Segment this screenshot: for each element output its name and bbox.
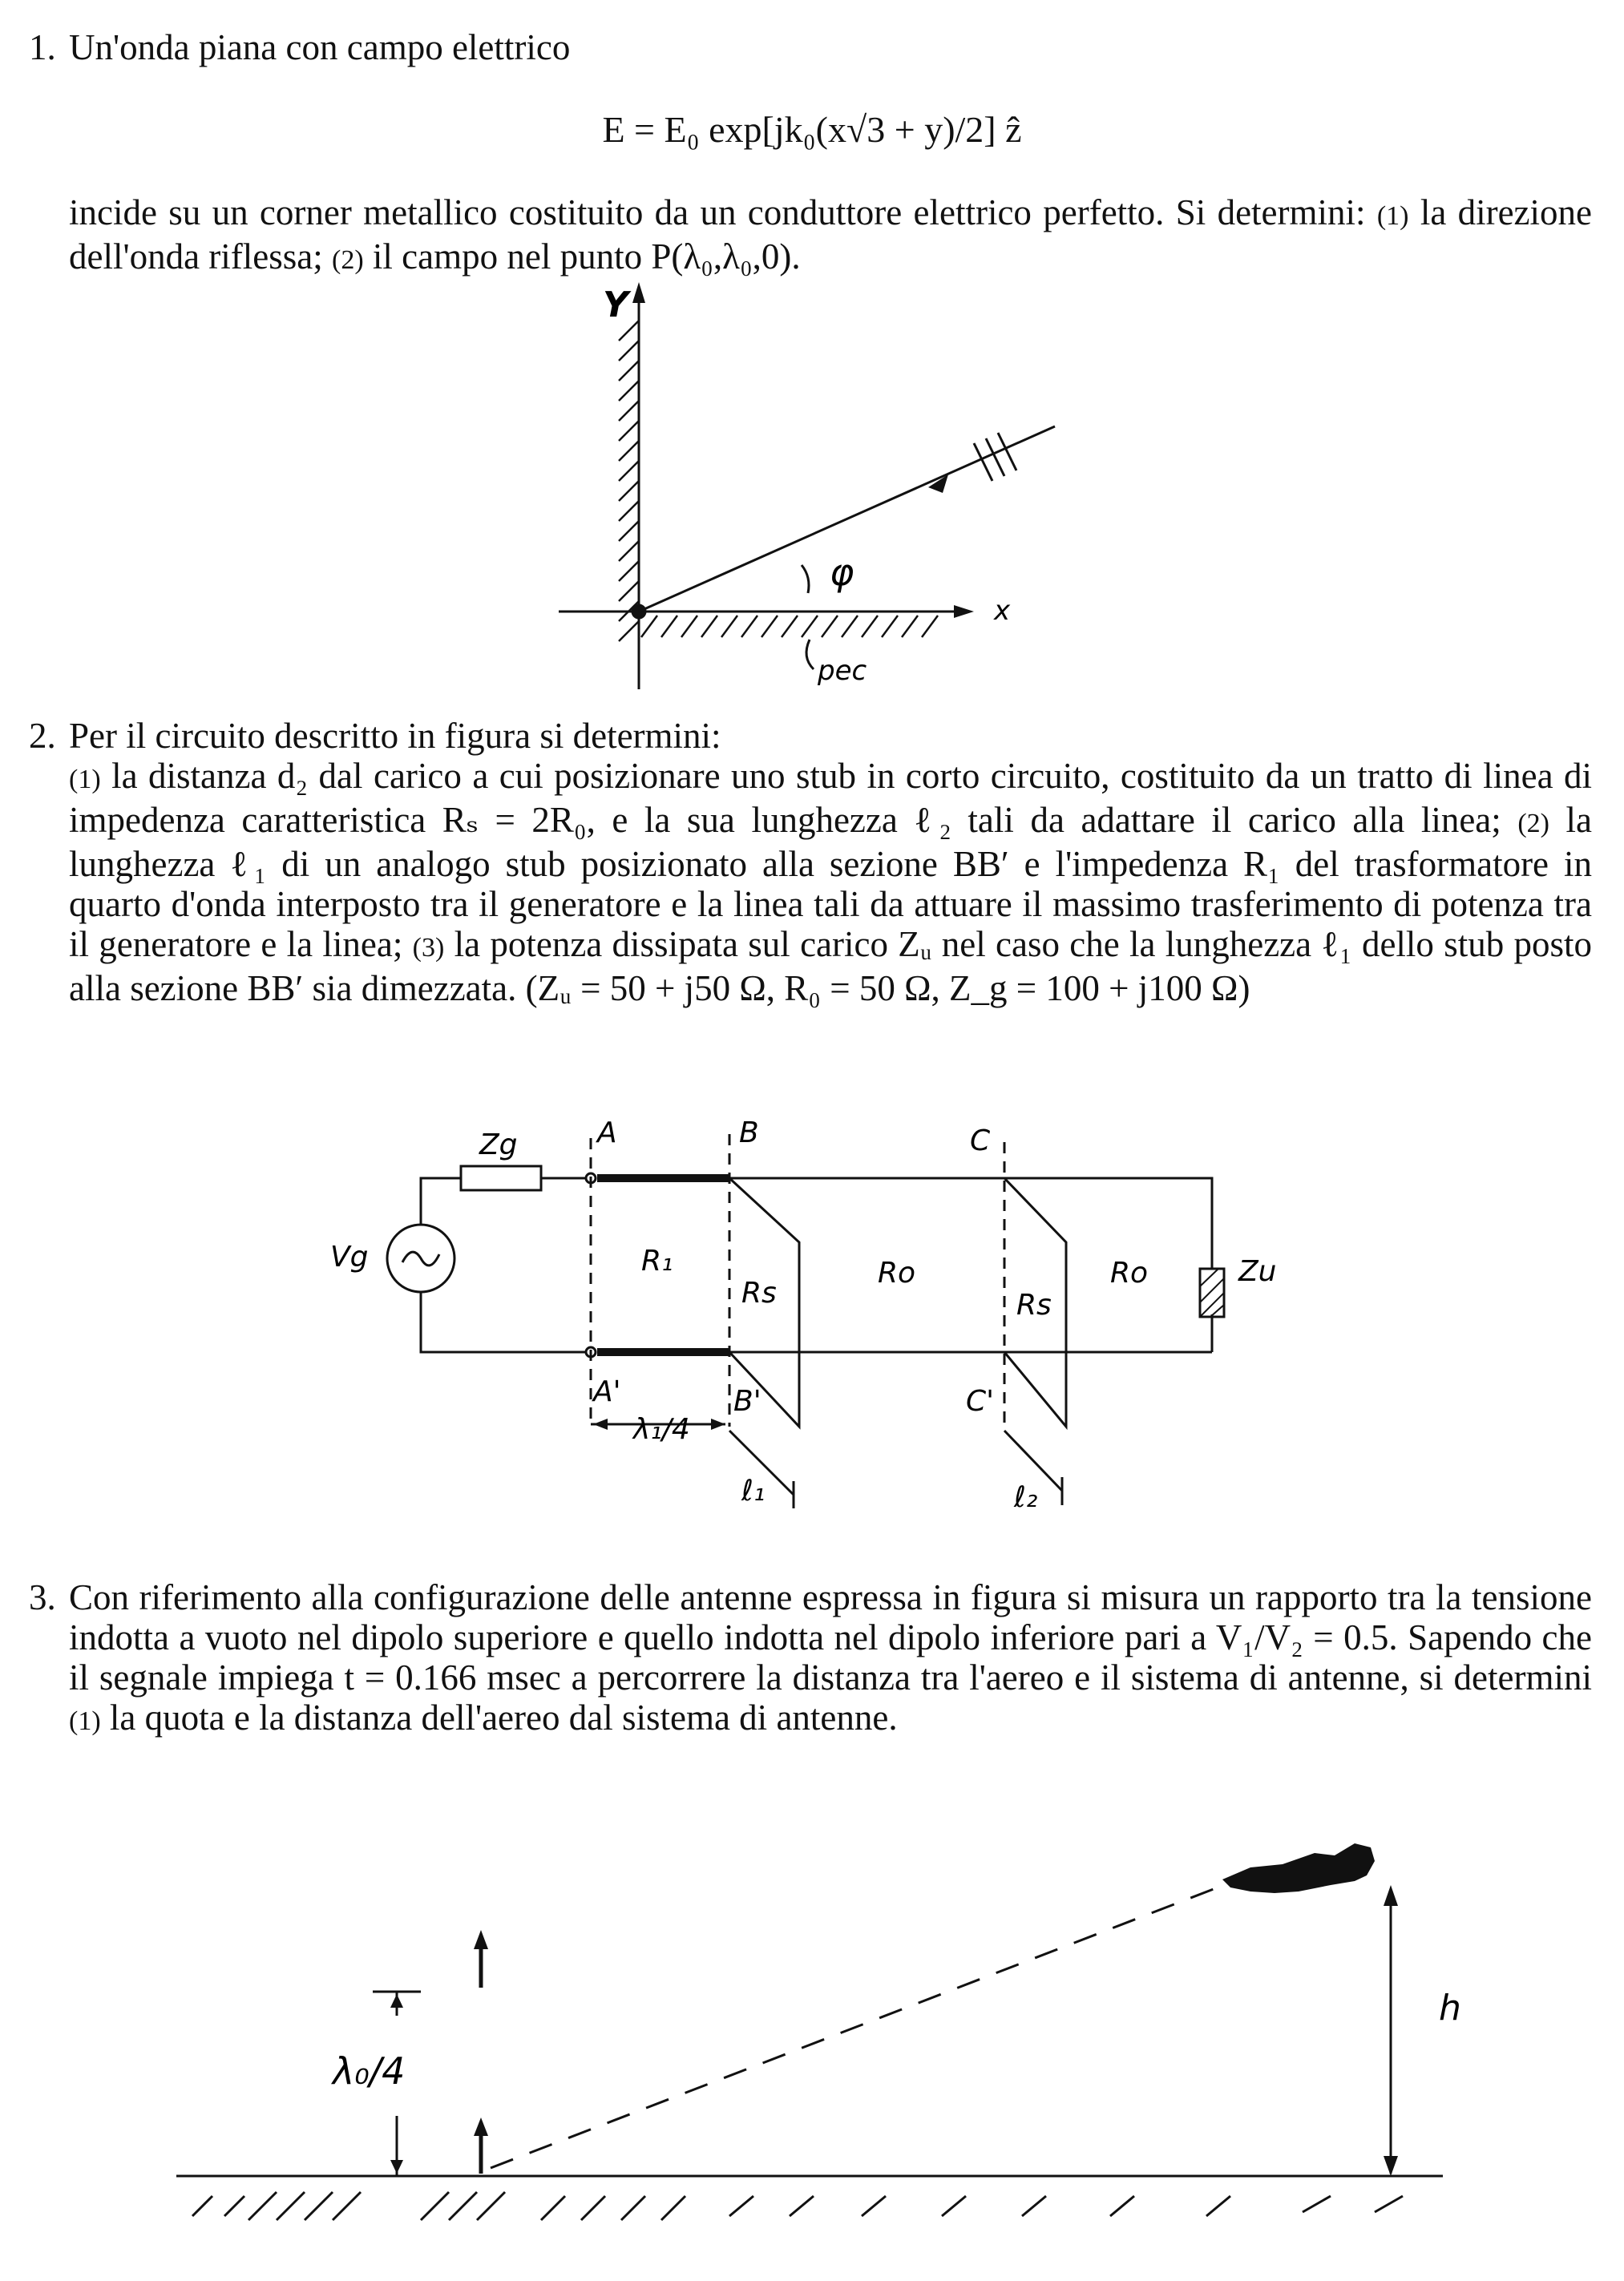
text-segment: incide su un corner metallico costituito da un conduttore elettrico perfetto. Si determini: bbox=[69, 192, 1366, 232]
text-segment: la distanza d₂ dal carico a cui posizionare uno stub in corto circuito, costituito da un tratto di linea di impedenza caratteristica Rₛ = 2R₀, e la sua lunghezza ℓ₂ tali da adattare il carico alla linea; bbox=[69, 756, 1592, 840]
problem-intro: Un'onda piana con campo elettrico bbox=[69, 27, 571, 67]
text-segment: la direzione dell'onda riflessa; bbox=[69, 192, 1593, 277]
text-segment: la potenza dissipata sul carico Zᵤ nel caso che la lunghezza ℓ₁ dello stub posto alla sezione BB′ sia dimezzata. (Zᵤ = 50 + j50 Ω, R₀ = 50 Ω, Z_g = 100 + j100 Ω) bbox=[69, 924, 1593, 1008]
ground-hatching bbox=[192, 2192, 1403, 2220]
label-quarter-wave: λ₀/4 bbox=[333, 2049, 406, 2093]
x-axis-label: x bbox=[994, 595, 1011, 627]
label-height: h bbox=[1439, 1988, 1461, 2029]
label-rs-2: Rs bbox=[1016, 1289, 1052, 1322]
label-l2: ℓ₂ bbox=[1014, 1481, 1038, 1514]
formula-e-field: E = E₀ exp[jk₀(x√3 + y)/2] ẑ bbox=[602, 109, 1022, 150]
label-b: B bbox=[739, 1116, 759, 1149]
pec-label: pec bbox=[818, 655, 867, 687]
label-r1: R₁ bbox=[641, 1245, 673, 1278]
label-c-prime: C' bbox=[966, 1385, 995, 1418]
y-axis-label: Y bbox=[603, 285, 628, 325]
signal-path bbox=[491, 1879, 1238, 2168]
problem-number: 3. bbox=[29, 1577, 56, 1617]
problem-number: 2. bbox=[29, 716, 56, 756]
item-marker: (2) bbox=[332, 245, 364, 275]
airplane-icon bbox=[1222, 1843, 1375, 1893]
text-segment: il campo nel punto P(λ₀,λ₀,0). bbox=[372, 236, 801, 277]
problem-number: 1. bbox=[29, 27, 56, 67]
item-marker: (2) bbox=[1517, 809, 1549, 838]
label-vg: Vg bbox=[330, 1241, 369, 1274]
item-marker: (1) bbox=[1376, 201, 1409, 231]
label-b-prime: B' bbox=[733, 1385, 762, 1418]
item-marker: (1) bbox=[69, 765, 101, 794]
label-rs-1: Rs bbox=[741, 1277, 777, 1310]
item-marker: (1) bbox=[69, 1706, 101, 1736]
label-r0-a: Ro bbox=[878, 1257, 916, 1290]
label-r0-b: Ro bbox=[1110, 1257, 1149, 1290]
label-c: C bbox=[970, 1124, 991, 1157]
text-segment: la quota e la distanza dell'aereo dal sistema di antenne. bbox=[109, 1698, 898, 1738]
angle-label: φ bbox=[830, 551, 854, 594]
text-segment: Con riferimento alla configurazione delle antenne espressa in figura si misura un rapporto tra la tensione indotta a vuoto nel dipolo superiore e quello indotta nel dipolo inferiore pari a V₁/V₂ = 0.5. Sapendo che il segnale impiega t = 0.166 msec a percorrere la distanza tra l'aereo e il sistema di antenne, si determini bbox=[69, 1577, 1592, 1698]
label-a: A bbox=[597, 1116, 617, 1149]
label-a-prime: A' bbox=[593, 1375, 621, 1408]
label-zg: Zg bbox=[479, 1128, 518, 1161]
label-l1: ℓ₁ bbox=[741, 1475, 766, 1508]
label-quarter-wave: λ₁/4 bbox=[633, 1413, 690, 1446]
text-segment: la lunghezza ℓ₁ di un analogo stub posizionato alla sezione BB′ e l'impedenza R₁ del trasformatore in quarto d'onda interposto tra il generatore e la linea tali da attuare il massimo trasferimento di potenza tra il generatore e la linea; bbox=[69, 800, 1593, 964]
label-zu: Zu bbox=[1238, 1255, 1277, 1288]
item-marker: (3) bbox=[412, 933, 445, 963]
problem-intro: Per il circuito descritto in figura si determini: bbox=[69, 716, 721, 756]
